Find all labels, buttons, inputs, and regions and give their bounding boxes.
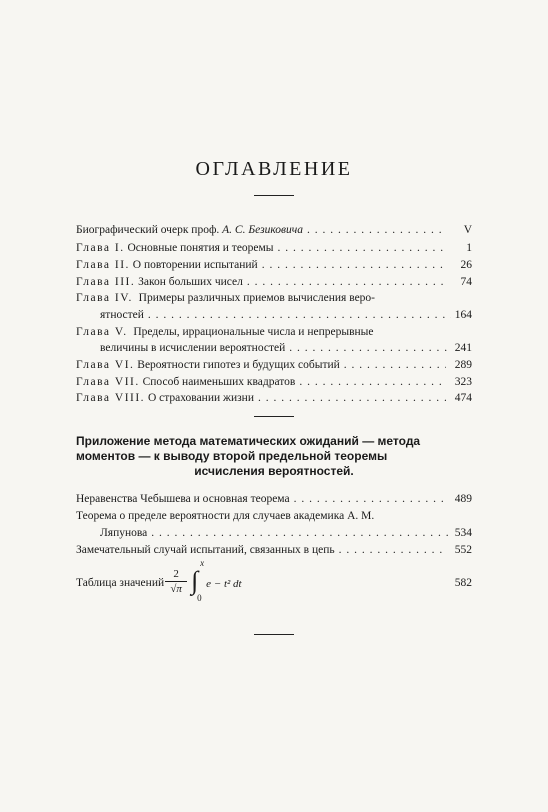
section-divider xyxy=(254,416,294,417)
page-number: 289 xyxy=(454,359,472,371)
page-number: 552 xyxy=(454,544,472,556)
appendix-heading-line-2: моментов — к выводу второй предельной теоремы xyxy=(76,449,388,463)
page-number: 74 xyxy=(460,276,472,288)
page-number: 582 xyxy=(454,577,472,589)
chapter-label: Глава II. xyxy=(76,259,130,271)
toc-entry-author: А. С. Безиковича xyxy=(222,224,303,236)
toc-entry-chapter-1[interactable] xyxy=(76,242,472,254)
appendix-entry-title: Неравенства Чебышева и основная теорема xyxy=(76,493,290,505)
dot-leader xyxy=(339,544,446,556)
toc-entry-chapter-5[interactable] xyxy=(76,326,374,338)
chapter-title: Способ наименьших квадратов xyxy=(142,376,296,388)
title-divider xyxy=(254,195,294,196)
toc-entry-chapter-7[interactable] xyxy=(76,376,472,388)
toc-entry-text: Биографический очерк проф. А. С. Безиковича xyxy=(76,224,303,236)
chapter-title: Вероятности гипотез и будущих событий xyxy=(137,359,340,371)
toc-entry-chapter-2[interactable] xyxy=(76,259,472,271)
closing-divider xyxy=(254,634,294,635)
dot-leader xyxy=(148,309,451,321)
toc-entry-chapter-4[interactable] xyxy=(76,292,375,304)
chapter-label: Глава I. xyxy=(76,242,125,254)
chapter-title-continuation: величины в исчислении вероятностей xyxy=(100,342,286,354)
appendix-entry-2-continuation[interactable] xyxy=(100,527,472,539)
formula-numerator: 2 xyxy=(173,568,179,580)
page-number: 489 xyxy=(454,493,472,505)
toc-entry-chapter-6[interactable] xyxy=(76,359,472,371)
toc-entry-chapter-5-continuation[interactable] xyxy=(100,342,472,354)
appendix-entry-1[interactable] xyxy=(76,493,472,505)
formula-integrand: e − t² dt xyxy=(206,578,242,590)
appendix-entry-title: Таблица значений xyxy=(76,577,165,589)
page-number: 26 xyxy=(460,259,472,271)
appendix-heading-line-3: исчисления вероятностей. xyxy=(194,464,354,478)
chapter-label: Глава VI. xyxy=(76,359,135,371)
chapter-label: Глава VII. xyxy=(76,376,140,388)
chapter-label: Глава III. xyxy=(76,276,136,288)
page-number: V xyxy=(463,224,472,236)
toc-entry-chapter-4-continuation[interactable] xyxy=(100,309,472,321)
chapter-title: О страховании жизни xyxy=(147,392,254,404)
dot-leader xyxy=(278,242,446,254)
appendix-entry-title: Теорема о пределе вероятности для случаев академика А. М. xyxy=(76,510,375,522)
chapter-title: Примеры различных приемов вычисления веро- xyxy=(138,292,376,304)
appendix-entry-3[interactable] xyxy=(76,544,472,556)
appendix-entry-title-continuation: Ляпунова xyxy=(100,527,148,539)
dot-leader xyxy=(262,259,446,271)
dot-leader xyxy=(299,376,446,388)
toc-entry-chapter-8[interactable] xyxy=(76,392,472,404)
chapter-title-continuation: ятностей xyxy=(100,309,144,321)
appendix-heading-line-1: Приложение метода математических ожиданий — метода xyxy=(76,434,421,448)
appendix-entry-4[interactable] xyxy=(76,558,472,603)
dot-leader xyxy=(307,224,446,236)
integral-lower-limit: 0 xyxy=(197,593,202,603)
appendix-entry-title: Замечательный случай испытаний, связанных в цепь xyxy=(76,544,335,556)
page-number: 1 xyxy=(466,242,472,254)
dot-leader xyxy=(247,276,446,288)
chapter-label: Глава V. xyxy=(76,326,128,338)
toc-entry-chapter-3[interactable] xyxy=(76,276,472,288)
page-number: 241 xyxy=(454,342,472,354)
dot-leader xyxy=(258,392,446,404)
integral-upper-limit: x xyxy=(200,558,205,568)
chapter-label: Глава IV. xyxy=(76,292,133,304)
chapter-label: Глава VIII. xyxy=(76,392,146,404)
appendix-entry-2[interactable] xyxy=(76,510,374,522)
appendix-heading xyxy=(76,434,472,479)
chapter-title: О повторении испытаний xyxy=(132,259,258,271)
dot-leader xyxy=(289,342,450,354)
page-title: ОГЛАВЛЕНИЕ xyxy=(195,158,353,180)
integral-sign: ∫ xyxy=(191,566,199,595)
chapter-title: Закон больших чисел xyxy=(138,276,243,288)
page-number: 164 xyxy=(454,309,472,321)
error-function-formula xyxy=(164,558,242,603)
toc-entry-biography[interactable] xyxy=(76,224,472,236)
dot-leader xyxy=(344,359,446,371)
chapter-title: Пределы, иррациональные числа и непрерывные xyxy=(133,326,374,338)
page-number: 534 xyxy=(454,527,472,539)
page-number: 474 xyxy=(454,392,472,404)
dot-leader xyxy=(294,493,446,505)
chapter-title: Основные понятия и теоремы xyxy=(127,242,274,254)
dot-leader xyxy=(151,527,450,539)
fraction-bar xyxy=(165,581,187,582)
page-number: 323 xyxy=(454,376,472,388)
formula-denominator: √π xyxy=(170,583,182,595)
